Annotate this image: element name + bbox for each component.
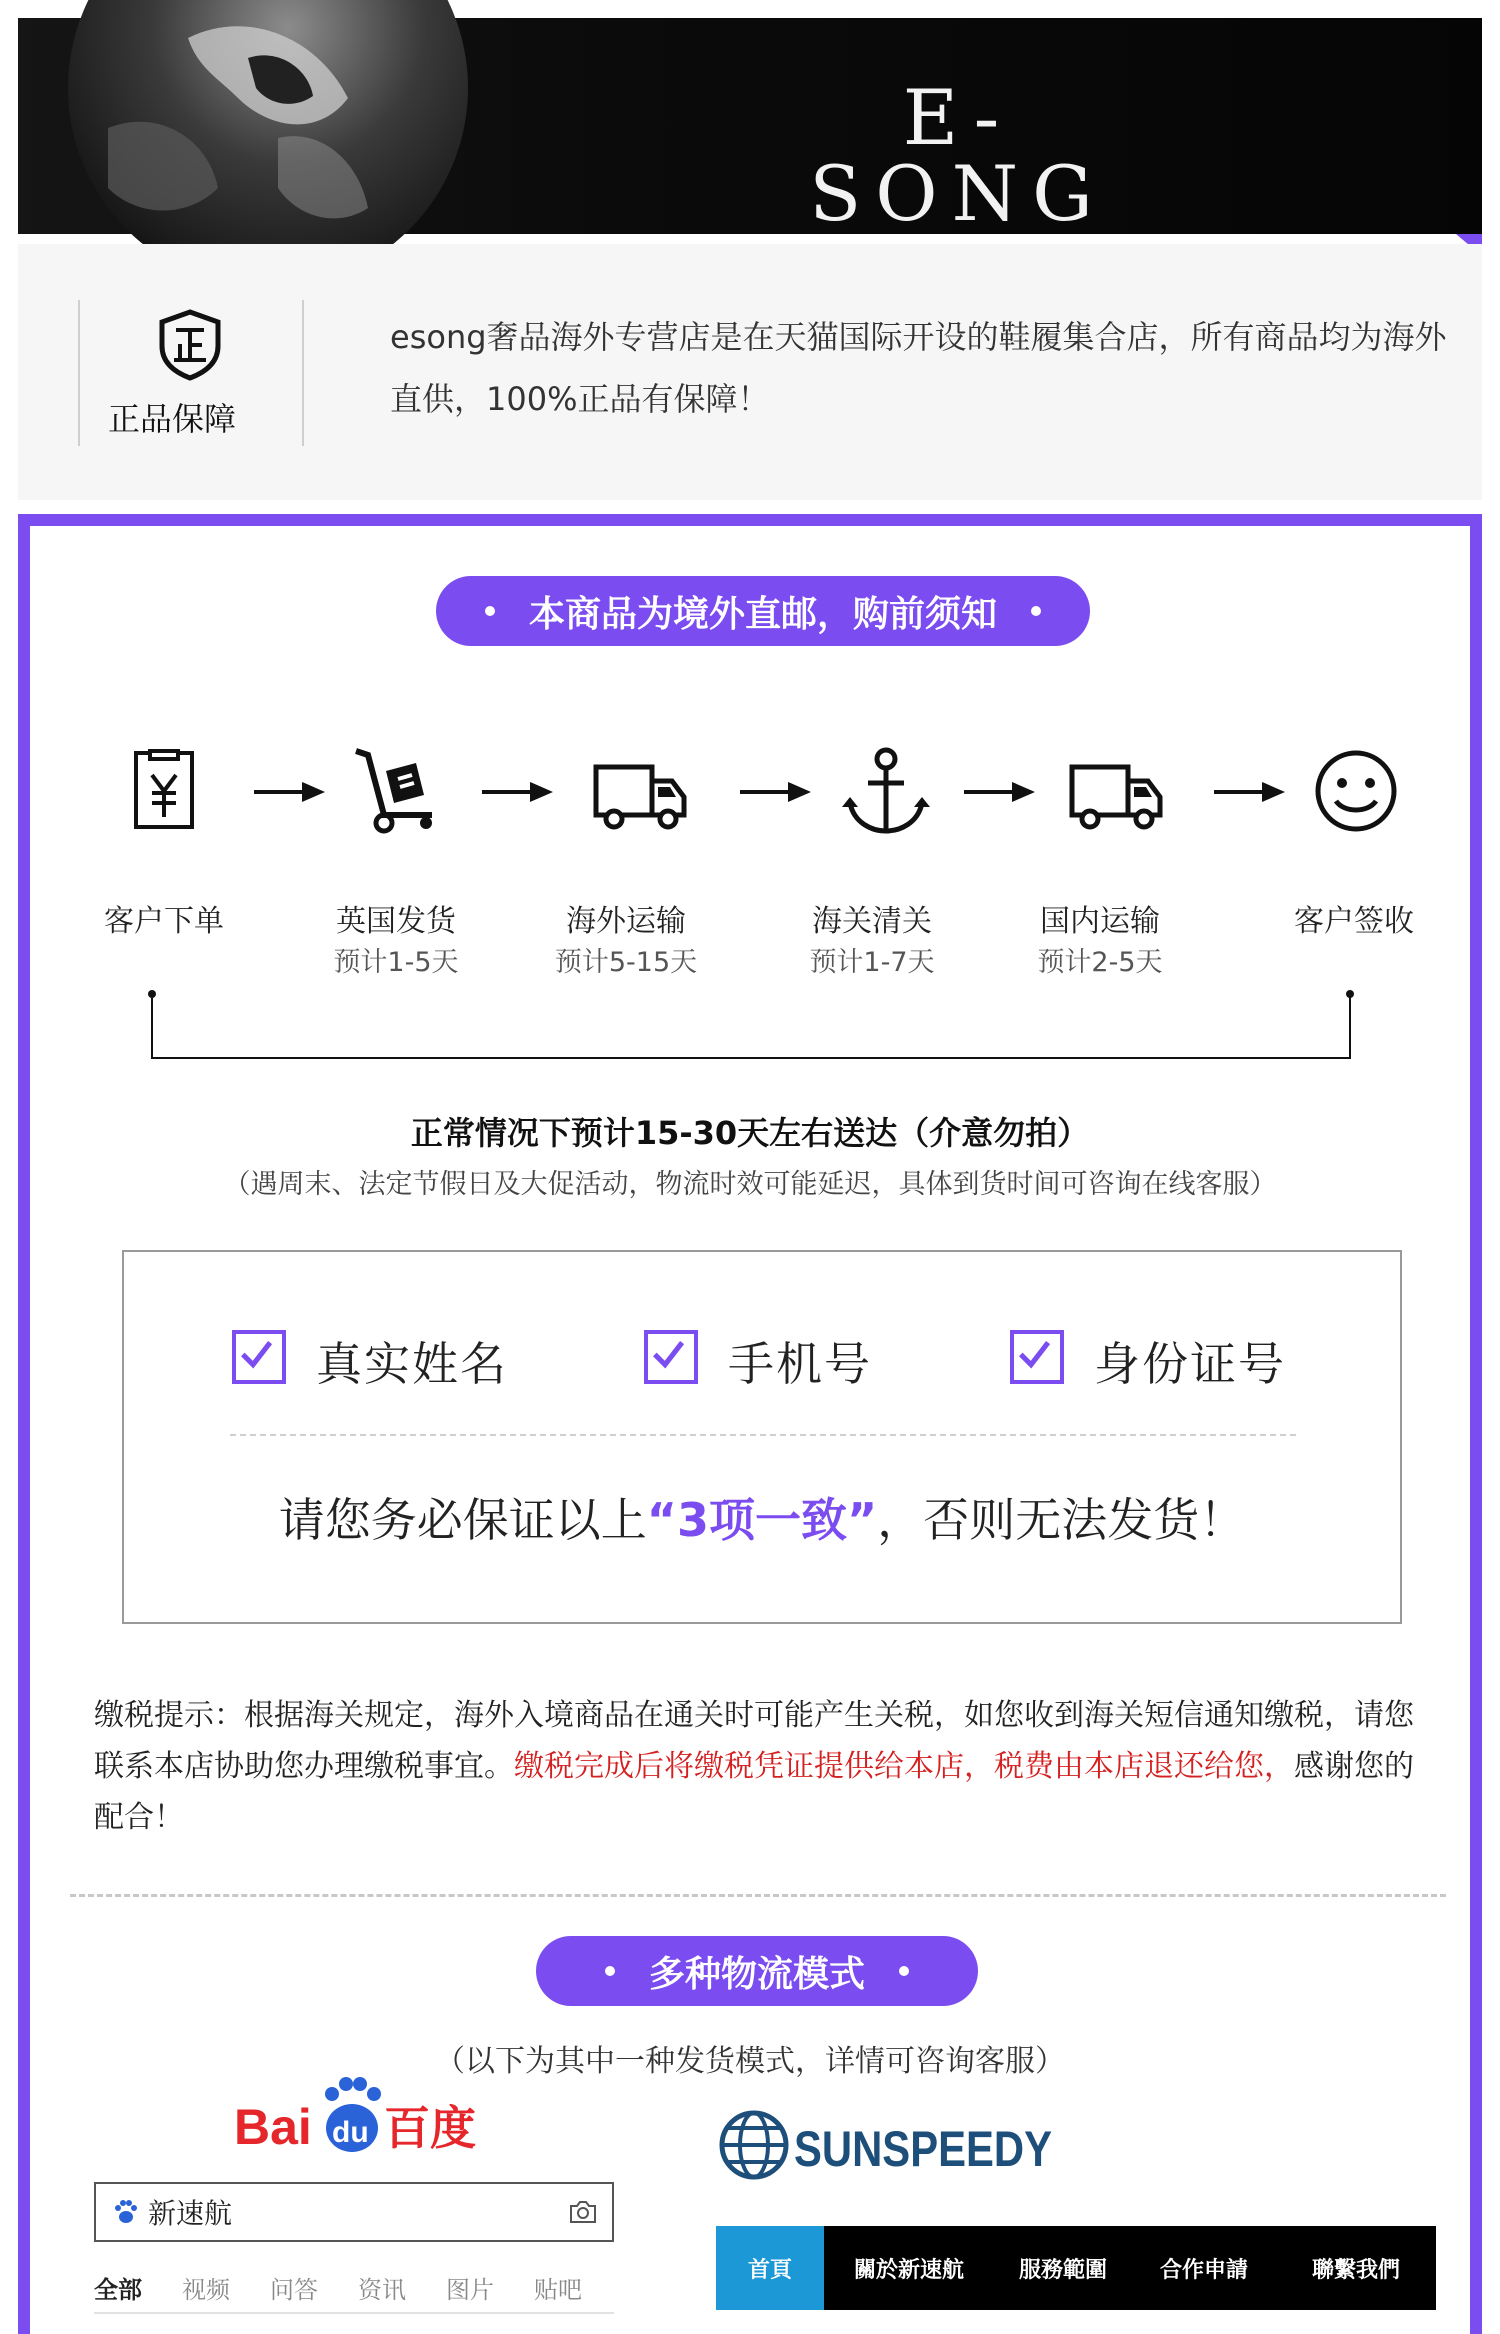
step-label: 客户下单 <box>104 904 224 939</box>
step-duration: 预计1-7天 <box>809 947 935 978</box>
verify-warning <box>124 1484 1400 1550</box>
step-duration: 预计2-5天 <box>1037 947 1163 978</box>
bullet-dot <box>1031 606 1041 616</box>
baidu-tab-news[interactable]: 资讯 <box>358 2276 406 2304</box>
step-label: 英国发货 <box>336 904 456 939</box>
step-label: 国内运输 <box>1040 904 1160 939</box>
brand-banner <box>18 18 1482 238</box>
verify-item-name: 真实姓名 <box>316 1337 508 1391</box>
dashed-divider <box>70 1894 1446 1897</box>
nav-services[interactable]: 服務範圍 <box>1018 2257 1107 2283</box>
camera-icon[interactable] <box>568 2198 598 2226</box>
verify-item-phone: 手机号 <box>728 1337 872 1391</box>
nav-about[interactable]: 關於新速航 <box>853 2257 964 2283</box>
baidu-search-box[interactable] <box>94 2182 614 2242</box>
timeline-bracket <box>150 986 1370 1076</box>
checkbox <box>1010 1330 1064 1384</box>
tax-thanks: 感谢您的配合！ <box>94 1749 1414 1835</box>
logistics-title: 多种物流模式 <box>648 1953 865 1995</box>
brand-name: E-SONG <box>809 73 1107 238</box>
arrow-right-icon <box>964 784 1034 800</box>
tax-lead: 缴税提示：根据海关规定，海外入境商品在通关时可能产生关税，如您收到海关短信通知缴税，请您联系本店协助您办理缴税事宜。 <box>94 1698 1414 1784</box>
checkbox <box>232 1330 286 1384</box>
guarantee-section <box>18 244 1482 500</box>
baidu-tab-images[interactable]: 图片 <box>446 2276 494 2304</box>
arrow-right-icon <box>1214 784 1284 800</box>
bullet-dot <box>605 1966 615 1976</box>
step-label: 海外运输 <box>566 904 686 939</box>
baidu-logo-right: 百度 <box>384 2101 476 2155</box>
bullet-dot <box>485 606 495 616</box>
baidu-tab-tieba[interactable]: 贴吧 <box>534 2276 582 2304</box>
divider-line <box>94 2312 614 2314</box>
checkbox <box>644 1330 698 1384</box>
brand-logo <box>778 73 1138 261</box>
baidu-tab-video[interactable]: 视频 <box>182 2276 230 2304</box>
checkmark-icon <box>236 1334 282 1380</box>
sunspeedy-nav <box>716 2226 1436 2310</box>
baidu-logo-left: Bai <box>234 2099 312 2155</box>
delivery-note: （遇周末、法定节假日及大促活动，物流时效可能延迟，具体到货时间可咨询在线客服） <box>223 1169 1277 1200</box>
arrow-right-icon <box>740 784 810 800</box>
decorative-sphere-art <box>18 18 438 234</box>
truck-icon <box>590 741 690 841</box>
baidu-tab-all[interactable]: 全部 <box>94 2276 142 2304</box>
anchor-icon <box>836 741 936 841</box>
baidu-search-input[interactable] <box>148 2192 528 2232</box>
verify-item-id: 身份证号 <box>1094 1337 1286 1391</box>
baidu-logo-du: du <box>332 2116 369 2149</box>
tax-notice <box>94 1690 1424 1843</box>
checkmark-icon <box>648 1334 694 1380</box>
divider-line <box>78 300 80 446</box>
nav-cooperation[interactable]: 合作申請 <box>1159 2257 1248 2283</box>
shield-icon <box>156 308 224 380</box>
notice-title: 本商品为境外直邮，购前须知 <box>528 593 997 635</box>
sunspeedy-logo <box>716 2100 1056 2190</box>
delivery-estimate: 正常情况下预计15-30天左右送达（介意勿拍） <box>410 1114 1090 1152</box>
nav-home[interactable]: 首頁 <box>716 2226 824 2310</box>
guarantee-label: 正品保障 <box>108 400 237 438</box>
notice-card <box>18 514 1482 2334</box>
baidu-paw-icon <box>112 2198 140 2226</box>
guarantee-text: esong奢品海外专营店是在天猫国际开设的鞋履集合店，所有商品均为海外直供，100%正品有保障！ <box>390 318 1447 418</box>
baidu-tabs <box>94 2270 634 2305</box>
logistics-note: （以下为其中一种发货模式，详情可咨询客服） <box>435 2044 1065 2079</box>
hand-truck-icon <box>346 741 446 841</box>
bullet-dot <box>899 1966 909 1976</box>
warn-highlight: “3项一致” <box>646 1493 878 1547</box>
arrow-right-icon <box>482 784 552 800</box>
baidu-logo <box>234 2072 514 2162</box>
checkmark-icon <box>1014 1334 1060 1380</box>
notice-title-pill <box>436 576 1090 646</box>
warn-suffix: ，否则无法发货！ <box>877 1493 1246 1547</box>
warn-prefix: 请您务必保证以上 <box>278 1493 647 1547</box>
logistics-title-pill <box>536 1936 978 2006</box>
dashed-divider <box>230 1434 1296 1436</box>
step-duration: 预计5-15天 <box>554 947 698 978</box>
verification-box <box>122 1250 1402 1624</box>
step-duration: 预计1-5天 <box>333 947 459 978</box>
nav-contact[interactable]: 聯繫我們 <box>1311 2257 1400 2283</box>
sunspeedy-logo-text: SUNSPEEDY <box>794 2121 1052 2177</box>
smiley-icon <box>1306 741 1406 841</box>
arrow-right-icon <box>254 784 324 800</box>
step-label: 客户签收 <box>1294 904 1414 939</box>
baidu-tab-qa[interactable]: 问答 <box>270 2276 318 2304</box>
truck-icon <box>1066 741 1166 841</box>
tax-refund-note: 缴税完成后将缴税凭证提供给本店，税费由本店退还给您， <box>514 1749 1294 1784</box>
order-receipt-icon <box>114 741 214 841</box>
step-label: 海关清关 <box>812 904 932 939</box>
